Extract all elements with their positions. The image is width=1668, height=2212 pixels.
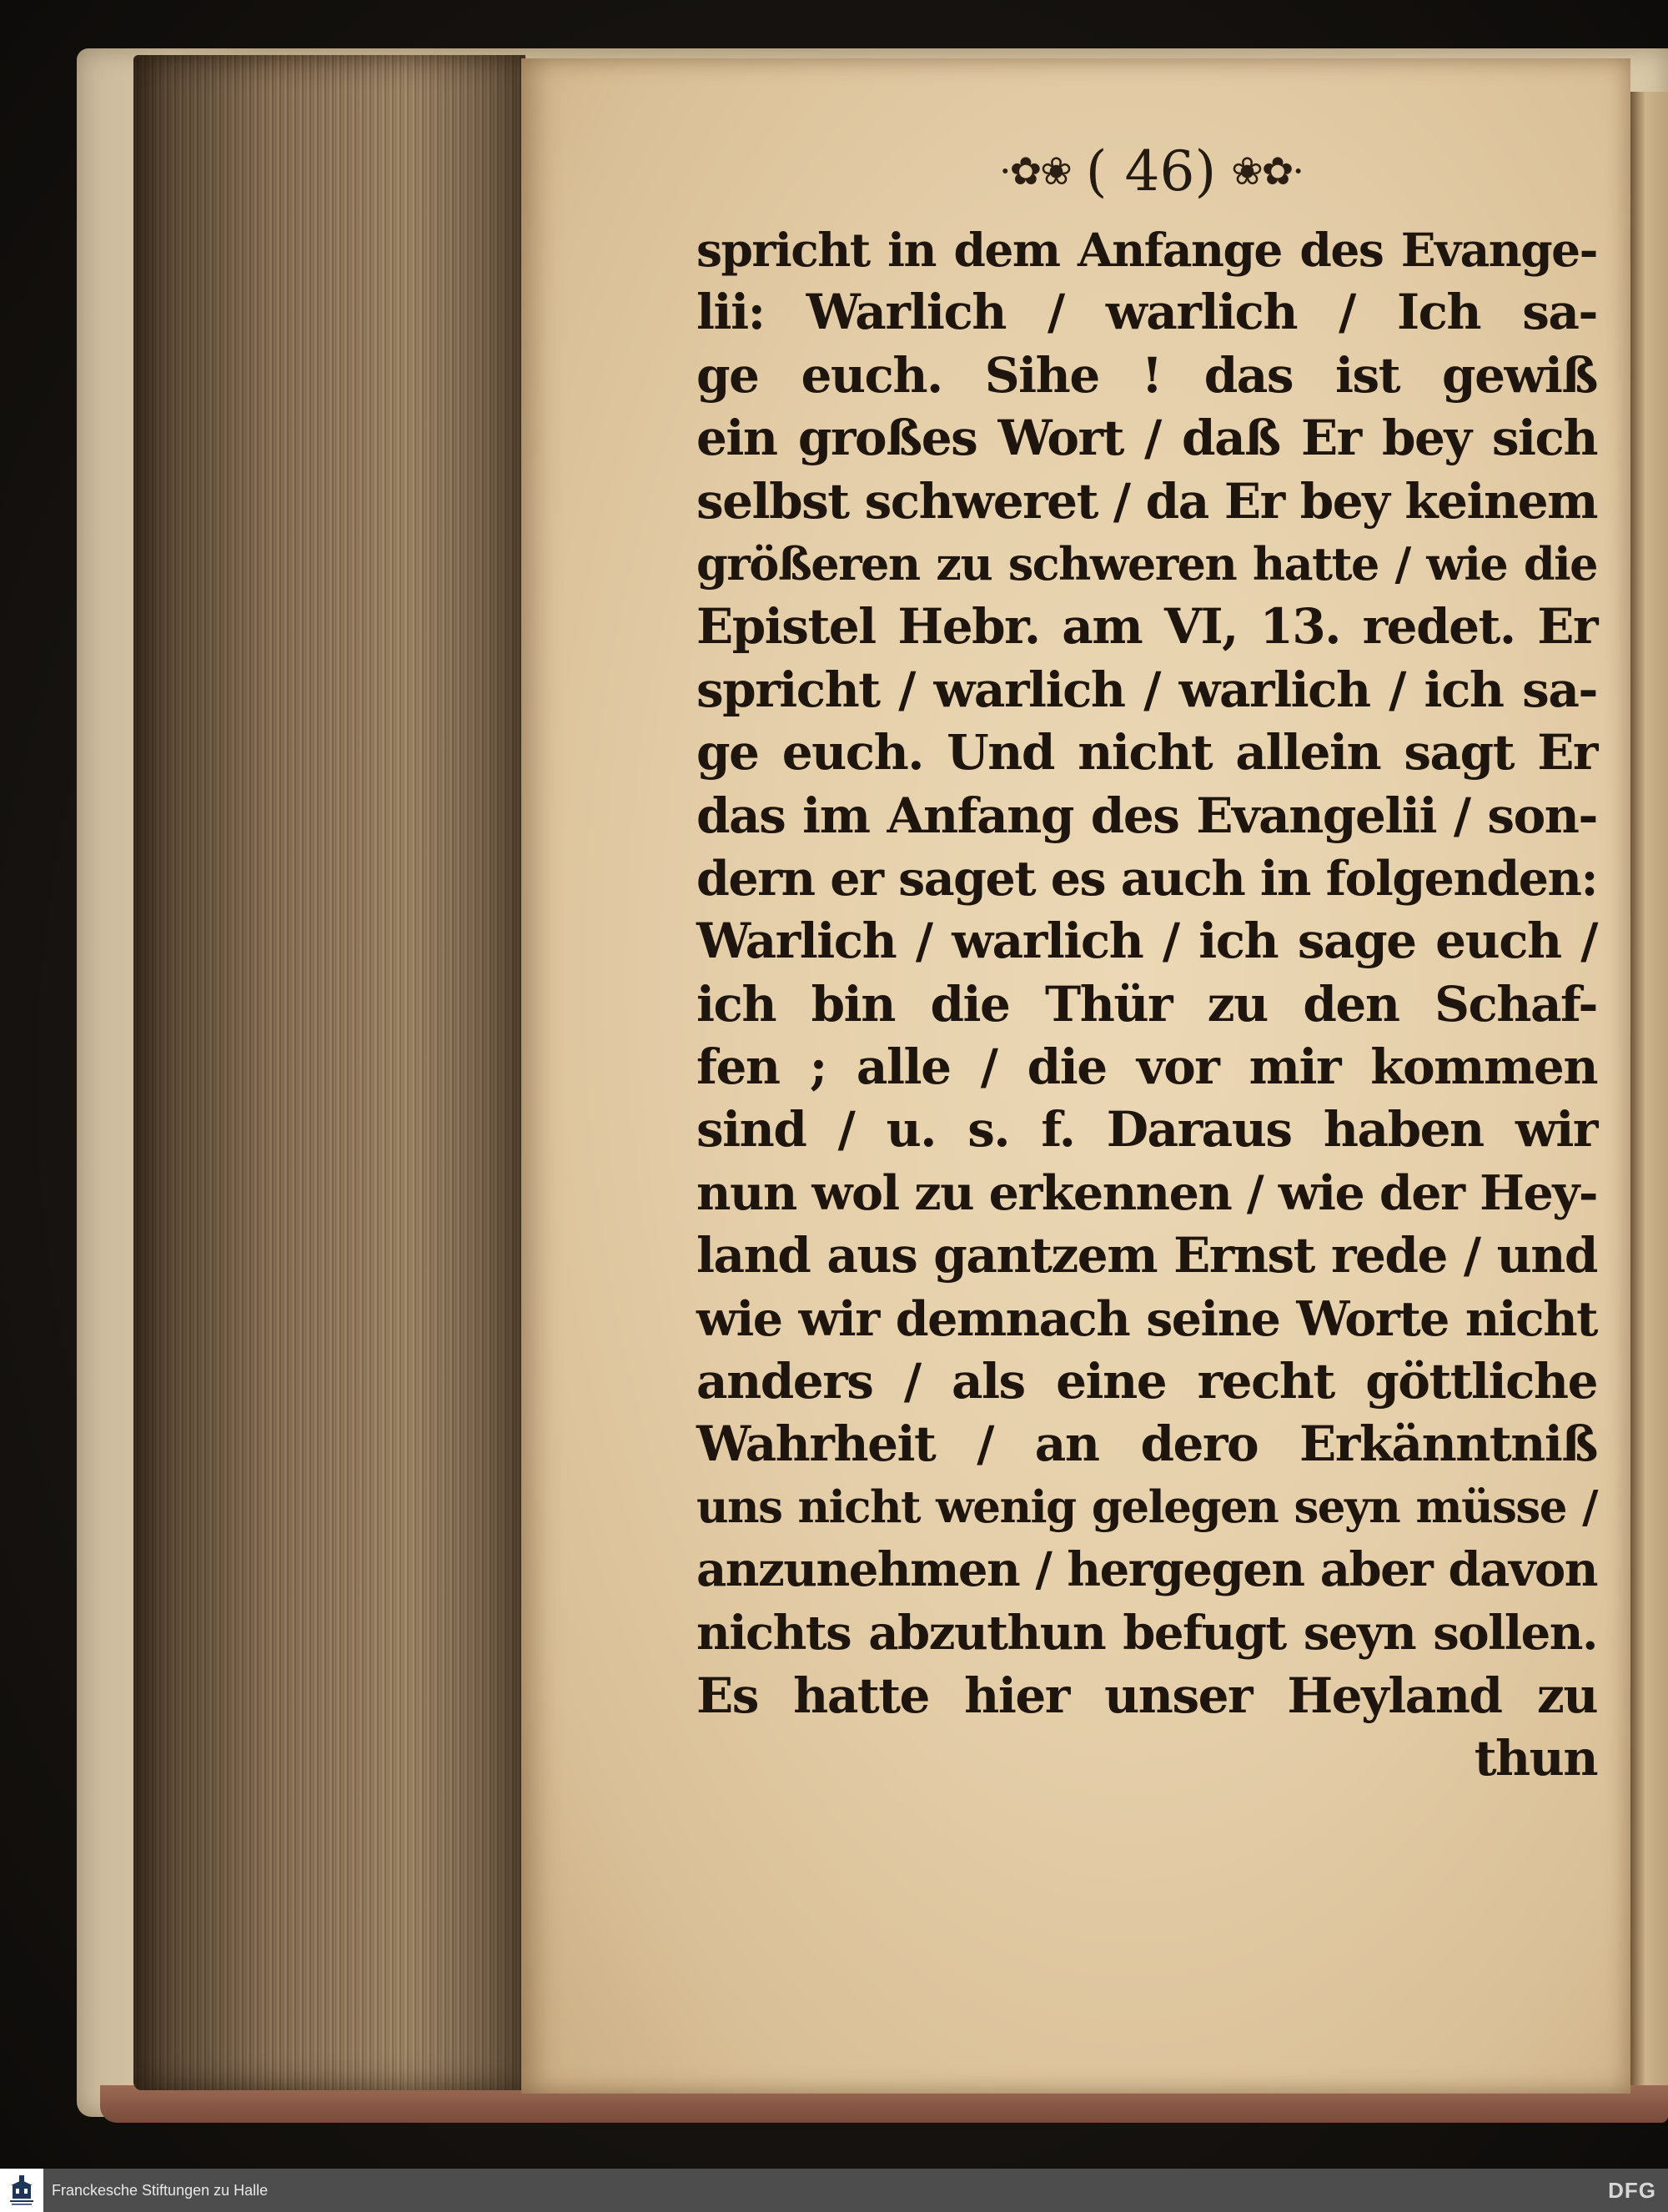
catchword: thun	[1474, 1730, 1597, 1787]
text-line: fen ; alle / die vor mir kommen	[696, 1038, 1597, 1096]
text-line: nichts abzuthun befugt seyn sollen.	[696, 1605, 1597, 1661]
text-line: ge euch. Und nicht allein sagt Er	[696, 724, 1597, 782]
text-line: uns nicht wenig gelegen seyn müsse /	[696, 1481, 1597, 1533]
dfg-logo[interactable]: DFG	[1608, 2177, 1656, 2203]
text-line: selbst schweret / da Er bey keinem	[696, 472, 1597, 530]
text-line: größeren zu schweren hatte / wie die	[696, 536, 1597, 591]
text-line: land aus gantzem Ernst rede / und	[696, 1227, 1597, 1284]
text-line: ich bin die Thür zu den Schaf-	[696, 975, 1597, 1033]
page-body-text	[696, 219, 1597, 1791]
text-line: Epistel Hebr. am VI, 13. redet. Er	[696, 598, 1597, 656]
institution-logo-icon[interactable]	[0, 2169, 43, 2212]
text-line: spricht / warlich / warlich / ich sa-	[696, 661, 1597, 718]
text-line: anzunehmen / hergegen aber davon	[696, 1542, 1597, 1598]
text-line: Es hatte hier unser Heyland zu	[696, 1667, 1597, 1724]
institution-name[interactable]: Franckesche Stiftungen zu Halle	[52, 2181, 269, 2199]
text-line: Warlich / warlich / ich sage euch /	[696, 912, 1597, 970]
text-line: lii: Warlich / warlich / Ich sa-	[696, 284, 1597, 341]
text-line: anders / als eine recht göttliche	[696, 1353, 1597, 1410]
text-line: das im Anfang des Evangelii / son-	[696, 787, 1597, 844]
next-page-edge	[1630, 92, 1668, 2085]
text-line: spricht in dem Anfange des Evange-	[696, 223, 1597, 277]
ornament-right-icon: ❀✿·	[1231, 148, 1303, 194]
viewer-footer	[0, 2169, 1668, 2212]
text-line: dern er saget es auch in folgenden:	[696, 850, 1597, 907]
ornament-left-icon: ·✿❀	[999, 148, 1071, 194]
footer-institution	[0, 2169, 268, 2212]
text-line: nun wol zu erkennen / wie der Hey-	[696, 1164, 1597, 1221]
text-line: ge euch. Sihe ! das ist gewiß	[696, 346, 1597, 404]
page-header	[951, 133, 1351, 209]
text-line: wie wir demnach seine Worte nicht	[696, 1290, 1597, 1347]
text-line: Wahrheit / an dero Erkänntniß	[696, 1415, 1597, 1473]
text-line: sind / u. s. f. Daraus haben wir	[696, 1101, 1597, 1159]
text-line: ein großes Wort / daß Er bey sich	[696, 410, 1597, 467]
page-number: ( 46)	[1085, 138, 1217, 204]
page-edges-shade	[133, 55, 525, 2090]
